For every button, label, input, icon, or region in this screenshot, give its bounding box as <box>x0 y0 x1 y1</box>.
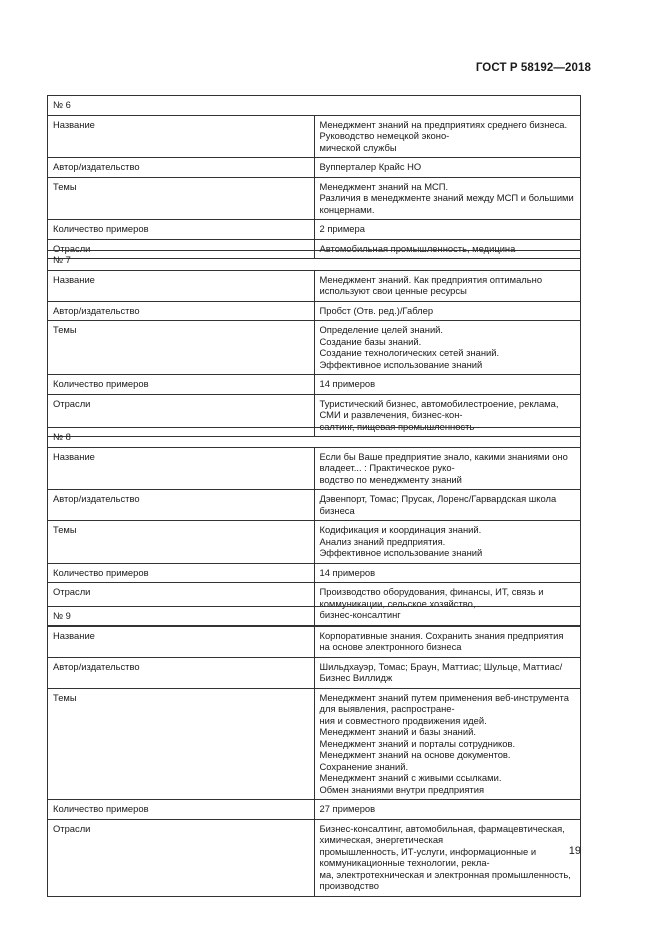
title-label: Название <box>48 447 315 490</box>
author-value: Шильдхауэр, Томас; Браун, Маттиас; Шульце, Маттиас/Бизнес Виллидж <box>314 657 581 688</box>
title-label: Название <box>48 115 315 158</box>
industries-value: Бизнес-консалтинг, автомобильная, фармацевтическая, химическая, энергетическая промышленность, ИТ-услуги, информационные и коммуникационные технологии, рекла- ма, электротехническая и электронная промышленность, производство <box>314 819 581 896</box>
document-header: ГОСТ Р 58192—2018 <box>475 62 591 74</box>
industries-value: Туристический бизнес, автомобилестроение, реклама, СМИ и развлечения, бизнес-кон- салтинг, пищевая промышленность <box>314 394 581 437</box>
topics-value: Кодификация и координация знаний. Анализ знаний предприятия. Эффективное использование знаний <box>314 521 581 564</box>
examples-label: Количество примеров <box>48 563 315 583</box>
examples-label: Количество примеров <box>48 220 315 240</box>
card-number: № 7 <box>48 251 581 271</box>
title-label: Название <box>48 270 315 301</box>
examples-label: Количество примеров <box>48 375 315 395</box>
topics-value: Определение целей знаний. Создание базы знаний. Создание технологических сетей знаний. Эффективное использование знаний <box>314 321 581 375</box>
title-value: Менеджмент знаний на предприятиях среднего бизнеса. Руководство немецкой эконо- мической службы <box>314 115 581 158</box>
case-card <box>47 95 581 259</box>
examples-value: 2 примера <box>314 220 581 240</box>
author-label: Автор/издательство <box>48 301 315 321</box>
examples-label: Количество примеров <box>48 800 315 820</box>
author-label: Автор/издательство <box>48 490 315 521</box>
examples-value: 14 примеров <box>314 375 581 395</box>
author-value: Дэвенпорт, Томас; Прусак, Лоренс/Гарвардская школа бизнеса <box>314 490 581 521</box>
title-value: Корпоративные знания. Сохранить знания предприятия на основе электронного бизнеса <box>314 626 581 657</box>
card-number: № 8 <box>48 428 581 448</box>
title-value: Менеджмент знаний. Как предприятия оптимально используют свои ценные ресурсы <box>314 270 581 301</box>
examples-value: 27 примеров <box>314 800 581 820</box>
industries-label: Отрасли <box>48 819 315 896</box>
industries-value: Автомобильная промышленность, медицина <box>314 239 581 259</box>
topics-label: Темы <box>48 521 315 564</box>
industries-label: Отрасли <box>48 239 315 259</box>
case-card <box>47 427 581 626</box>
author-label: Автор/издательство <box>48 657 315 688</box>
card-number: № 6 <box>48 96 581 116</box>
title-label: Название <box>48 626 315 657</box>
topics-value: Менеджмент знаний на МСП. Различия в менеджменте знаний между МСП и большими концернами. <box>314 177 581 220</box>
topics-label: Темы <box>48 177 315 220</box>
topics-label: Темы <box>48 321 315 375</box>
card-number: № 9 <box>48 607 581 627</box>
topics-label: Темы <box>48 688 315 800</box>
industries-label: Отрасли <box>48 394 315 437</box>
author-value: Вуппертaлер Крайс НО <box>314 158 581 178</box>
author-label: Автор/издательство <box>48 158 315 178</box>
title-value: Если бы Ваше предприятие знало, какими знаниями оно владеет... : Практическое руко- водство по менеджменту знаний <box>314 447 581 490</box>
case-card <box>47 606 581 897</box>
industries-label: Отрасли <box>48 583 315 626</box>
author-value: Пробст (Отв. ред.)/Габлер <box>314 301 581 321</box>
examples-value: 14 примеров <box>314 563 581 583</box>
topics-value: Менеджмент знаний путем применения веб-инструмента для выявления, распростране- ния и совместного продвижения идей. Менеджмент знаний и базы знаний. Менеджмент знаний и порталы сотрудников. Менеджмент знаний на основе документов. Сохранение знаний. Менеджмент знаний с живыми ссылками. Обмен знаниями внутри предприятия <box>314 688 581 800</box>
page-number: 19 <box>568 845 581 857</box>
case-card <box>47 250 581 437</box>
industries-value: Производство оборудования, финансы, ИТ, связь и коммуникации, сельское хозяйство, бизнес-консалтинг <box>314 583 581 626</box>
